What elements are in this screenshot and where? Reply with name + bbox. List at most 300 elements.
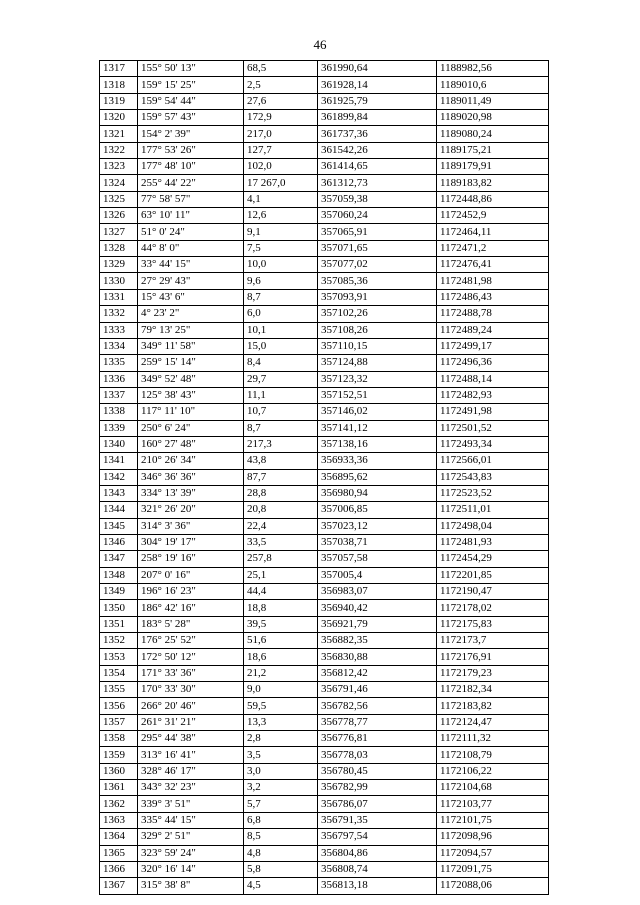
y-coordinate-cell: 1172091,75 <box>437 861 549 877</box>
table-row <box>100 633 549 649</box>
y-coordinate-cell: 1172175,83 <box>437 616 549 632</box>
table-row <box>100 845 549 861</box>
direction-angle-cell: 177° 48' 10" <box>138 159 244 175</box>
direction-angle-cell: 117° 11' 10" <box>138 404 244 420</box>
direction-angle-cell: 349° 52' 48" <box>138 371 244 387</box>
point-number-cell: 1318 <box>100 77 138 93</box>
table-row <box>100 436 549 452</box>
x-coordinate-cell: 357124,88 <box>318 355 437 371</box>
point-number-cell: 1324 <box>100 175 138 191</box>
x-coordinate-cell: 361899,84 <box>318 110 437 126</box>
length-cell: 4,1 <box>244 191 318 207</box>
x-coordinate-cell: 361737,36 <box>318 126 437 142</box>
point-number-cell: 1341 <box>100 453 138 469</box>
length-cell: 8,7 <box>244 420 318 436</box>
length-cell: 217,3 <box>244 436 318 452</box>
point-number-cell: 1344 <box>100 502 138 518</box>
x-coordinate-cell: 357005,4 <box>318 567 437 583</box>
length-cell: 3,2 <box>244 780 318 796</box>
point-number-cell: 1331 <box>100 289 138 305</box>
table-row <box>100 322 549 338</box>
length-cell: 9,1 <box>244 224 318 240</box>
table-row <box>100 306 549 322</box>
point-number-cell: 1340 <box>100 436 138 452</box>
point-number-cell: 1362 <box>100 796 138 812</box>
length-cell: 12,6 <box>244 208 318 224</box>
direction-angle-cell: 125° 38' 43" <box>138 387 244 403</box>
point-number-cell: 1338 <box>100 404 138 420</box>
table-row <box>100 796 549 812</box>
point-number-cell: 1364 <box>100 829 138 845</box>
point-number-cell: 1359 <box>100 747 138 763</box>
table-row <box>100 567 549 583</box>
table-row <box>100 77 549 93</box>
direction-angle-cell: 250° 6' 24" <box>138 420 244 436</box>
point-number-cell: 1353 <box>100 649 138 665</box>
length-cell: 257,8 <box>244 551 318 567</box>
direction-angle-cell: 15° 43' 6" <box>138 289 244 305</box>
direction-angle-cell: 4° 23' 2" <box>138 306 244 322</box>
table-row <box>100 208 549 224</box>
x-coordinate-cell: 357152,51 <box>318 387 437 403</box>
y-coordinate-cell: 1172489,24 <box>437 322 549 338</box>
direction-angle-cell: 63° 10' 11" <box>138 208 244 224</box>
length-cell: 18,8 <box>244 600 318 616</box>
y-coordinate-cell: 1172493,34 <box>437 436 549 452</box>
y-coordinate-cell: 1189020,98 <box>437 110 549 126</box>
y-coordinate-cell: 1172173,7 <box>437 633 549 649</box>
x-coordinate-cell: 356782,56 <box>318 698 437 714</box>
y-coordinate-cell: 1172176,91 <box>437 649 549 665</box>
x-coordinate-cell: 357059,38 <box>318 191 437 207</box>
x-coordinate-cell: 356813,18 <box>318 878 437 894</box>
x-coordinate-cell: 357102,26 <box>318 306 437 322</box>
table-row <box>100 682 549 698</box>
table-row <box>100 649 549 665</box>
table-row <box>100 731 549 747</box>
y-coordinate-cell: 1172183,82 <box>437 698 549 714</box>
x-coordinate-cell: 357141,12 <box>318 420 437 436</box>
table-row <box>100 518 549 534</box>
direction-angle-cell: 170° 33' 30" <box>138 682 244 698</box>
point-number-cell: 1326 <box>100 208 138 224</box>
table-row <box>100 175 549 191</box>
direction-angle-cell: 33° 44' 15" <box>138 257 244 273</box>
table-row <box>100 110 549 126</box>
point-number-cell: 1334 <box>100 338 138 354</box>
direction-angle-cell: 295° 44' 38" <box>138 731 244 747</box>
x-coordinate-cell: 361312,73 <box>318 175 437 191</box>
direction-angle-cell: 154° 2' 39" <box>138 126 244 142</box>
point-number-cell: 1327 <box>100 224 138 240</box>
table-row <box>100 159 549 175</box>
y-coordinate-cell: 1172094,57 <box>437 845 549 861</box>
y-coordinate-cell: 1172496,36 <box>437 355 549 371</box>
point-number-cell: 1366 <box>100 861 138 877</box>
length-cell: 28,8 <box>244 485 318 501</box>
direction-angle-cell: 255° 44' 22" <box>138 175 244 191</box>
length-cell: 9,6 <box>244 273 318 289</box>
point-number-cell: 1352 <box>100 633 138 649</box>
length-cell: 4,8 <box>244 845 318 861</box>
x-coordinate-cell: 361542,26 <box>318 142 437 158</box>
direction-angle-cell: 313° 16' 41" <box>138 747 244 763</box>
y-coordinate-cell: 1189175,21 <box>437 142 549 158</box>
point-number-cell: 1325 <box>100 191 138 207</box>
length-cell: 21,2 <box>244 665 318 681</box>
direction-angle-cell: 159° 57' 43" <box>138 110 244 126</box>
table-row <box>100 665 549 681</box>
length-cell: 10,0 <box>244 257 318 273</box>
y-coordinate-cell: 1172491,98 <box>437 404 549 420</box>
table-row <box>100 485 549 501</box>
x-coordinate-cell: 357110,15 <box>318 338 437 354</box>
y-coordinate-cell: 1189179,91 <box>437 159 549 175</box>
direction-angle-cell: 315° 38' 8" <box>138 878 244 894</box>
table-row <box>100 453 549 469</box>
x-coordinate-cell: 356804,86 <box>318 845 437 861</box>
table-row <box>100 534 549 550</box>
direction-angle-cell: 172° 50' 12" <box>138 649 244 665</box>
point-number-cell: 1361 <box>100 780 138 796</box>
direction-angle-cell: 77° 58' 57" <box>138 191 244 207</box>
x-coordinate-cell: 356882,35 <box>318 633 437 649</box>
y-coordinate-cell: 1172104,68 <box>437 780 549 796</box>
direction-angle-cell: 177° 53' 26" <box>138 142 244 158</box>
length-cell: 51,6 <box>244 633 318 649</box>
table-row <box>100 469 549 485</box>
point-number-cell: 1365 <box>100 845 138 861</box>
length-cell: 22,4 <box>244 518 318 534</box>
table-row <box>100 387 549 403</box>
table-row <box>100 551 549 567</box>
page-number: 46 <box>313 37 327 52</box>
length-cell: 44,4 <box>244 584 318 600</box>
y-coordinate-cell: 1172101,75 <box>437 812 549 828</box>
point-number-cell: 1333 <box>100 322 138 338</box>
length-cell: 2,5 <box>244 77 318 93</box>
x-coordinate-cell: 357065,91 <box>318 224 437 240</box>
table-row <box>100 616 549 632</box>
x-coordinate-cell: 356797,54 <box>318 829 437 845</box>
x-coordinate-cell: 356780,45 <box>318 763 437 779</box>
x-coordinate-cell: 357023,12 <box>318 518 437 534</box>
direction-angle-cell: 160° 27' 48" <box>138 436 244 452</box>
y-coordinate-cell: 1172108,79 <box>437 747 549 763</box>
direction-angle-cell: 79° 13' 25" <box>138 322 244 338</box>
y-coordinate-cell: 1189010,6 <box>437 77 549 93</box>
point-number-cell: 1355 <box>100 682 138 698</box>
direction-angle-cell: 259° 15' 14" <box>138 355 244 371</box>
length-cell: 3,0 <box>244 763 318 779</box>
y-coordinate-cell: 1172098,96 <box>437 829 549 845</box>
x-coordinate-cell: 356778,77 <box>318 714 437 730</box>
x-coordinate-cell: 357077,02 <box>318 257 437 273</box>
point-number-cell: 1357 <box>100 714 138 730</box>
table-row <box>100 338 549 354</box>
point-number-cell: 1346 <box>100 534 138 550</box>
y-coordinate-cell: 1172481,98 <box>437 273 549 289</box>
y-coordinate-cell: 1172481,93 <box>437 534 549 550</box>
y-coordinate-cell: 1172486,43 <box>437 289 549 305</box>
length-cell: 33,5 <box>244 534 318 550</box>
point-number-cell: 1349 <box>100 584 138 600</box>
direction-angle-cell: 159° 54' 44" <box>138 93 244 109</box>
y-coordinate-cell: 1172482,93 <box>437 387 549 403</box>
point-number-cell: 1351 <box>100 616 138 632</box>
x-coordinate-cell: 356791,46 <box>318 682 437 698</box>
direction-angle-cell: 328° 46' 17" <box>138 763 244 779</box>
point-number-cell: 1356 <box>100 698 138 714</box>
length-cell: 29,7 <box>244 371 318 387</box>
y-coordinate-cell: 1172179,23 <box>437 665 549 681</box>
x-coordinate-cell: 357093,91 <box>318 289 437 305</box>
y-coordinate-cell: 1172499,17 <box>437 338 549 354</box>
table-row <box>100 126 549 142</box>
x-coordinate-cell: 361925,79 <box>318 93 437 109</box>
x-coordinate-cell: 356940,42 <box>318 600 437 616</box>
x-coordinate-cell: 357146,02 <box>318 404 437 420</box>
direction-angle-cell: 51° 0' 24" <box>138 224 244 240</box>
length-cell: 9,0 <box>244 682 318 698</box>
x-coordinate-cell: 356812,42 <box>318 665 437 681</box>
point-number-cell: 1320 <box>100 110 138 126</box>
x-coordinate-cell: 356921,79 <box>318 616 437 632</box>
x-coordinate-cell: 356830,88 <box>318 649 437 665</box>
table-row <box>100 371 549 387</box>
point-number-cell: 1330 <box>100 273 138 289</box>
point-number-cell: 1329 <box>100 257 138 273</box>
table-row <box>100 224 549 240</box>
table-row <box>100 600 549 616</box>
direction-angle-cell: 186° 42' 16" <box>138 600 244 616</box>
table-row <box>100 812 549 828</box>
length-cell: 5,7 <box>244 796 318 812</box>
x-coordinate-cell: 357085,36 <box>318 273 437 289</box>
length-cell: 172,9 <box>244 110 318 126</box>
y-coordinate-cell: 1172498,04 <box>437 518 549 534</box>
direction-angle-cell: 304° 19' 17" <box>138 534 244 550</box>
coordinates-table <box>99 60 549 895</box>
direction-angle-cell: 323° 59' 24" <box>138 845 244 861</box>
length-cell: 13,3 <box>244 714 318 730</box>
length-cell: 3,5 <box>244 747 318 763</box>
point-number-cell: 1345 <box>100 518 138 534</box>
table-row <box>100 420 549 436</box>
direction-angle-cell: 258° 19' 16" <box>138 551 244 567</box>
point-number-cell: 1342 <box>100 469 138 485</box>
y-coordinate-cell: 1172476,41 <box>437 257 549 273</box>
length-cell: 25,1 <box>244 567 318 583</box>
y-coordinate-cell: 1172566,01 <box>437 453 549 469</box>
x-coordinate-cell: 357057,58 <box>318 551 437 567</box>
table-row <box>100 142 549 158</box>
y-coordinate-cell: 1172471,2 <box>437 240 549 256</box>
table-row <box>100 878 549 894</box>
direction-angle-cell: 349° 11' 58" <box>138 338 244 354</box>
x-coordinate-cell: 356895,62 <box>318 469 437 485</box>
direction-angle-cell: 155° 50' 13" <box>138 61 244 77</box>
x-coordinate-cell: 357108,26 <box>318 322 437 338</box>
x-coordinate-cell: 356786,07 <box>318 796 437 812</box>
point-number-cell: 1367 <box>100 878 138 894</box>
direction-angle-cell: 334° 13' 39" <box>138 485 244 501</box>
y-coordinate-cell: 1172103,77 <box>437 796 549 812</box>
point-number-cell: 1350 <box>100 600 138 616</box>
x-coordinate-cell: 356791,35 <box>318 812 437 828</box>
x-coordinate-cell: 357038,71 <box>318 534 437 550</box>
length-cell: 7,5 <box>244 240 318 256</box>
length-cell: 68,5 <box>244 61 318 77</box>
length-cell: 2,8 <box>244 731 318 747</box>
y-coordinate-cell: 1172448,86 <box>437 191 549 207</box>
point-number-cell: 1323 <box>100 159 138 175</box>
direction-angle-cell: 335° 44' 15" <box>138 812 244 828</box>
direction-angle-cell: 159° 15' 25" <box>138 77 244 93</box>
x-coordinate-cell: 356782,99 <box>318 780 437 796</box>
length-cell: 20,8 <box>244 502 318 518</box>
length-cell: 5,8 <box>244 861 318 877</box>
y-coordinate-cell: 1172488,78 <box>437 306 549 322</box>
y-coordinate-cell: 1172523,52 <box>437 485 549 501</box>
length-cell: 10,1 <box>244 322 318 338</box>
point-number-cell: 1328 <box>100 240 138 256</box>
table-row <box>100 93 549 109</box>
direction-angle-cell: 27° 29' 43" <box>138 273 244 289</box>
y-coordinate-cell: 1172543,83 <box>437 469 549 485</box>
y-coordinate-cell: 1172452,9 <box>437 208 549 224</box>
length-cell: 217,0 <box>244 126 318 142</box>
direction-angle-cell: 261° 31' 21" <box>138 714 244 730</box>
point-number-cell: 1321 <box>100 126 138 142</box>
table-row <box>100 240 549 256</box>
x-coordinate-cell: 357071,65 <box>318 240 437 256</box>
y-coordinate-cell: 1172464,11 <box>437 224 549 240</box>
table-row <box>100 355 549 371</box>
length-cell: 8,7 <box>244 289 318 305</box>
table-row <box>100 829 549 845</box>
table-row <box>100 763 549 779</box>
direction-angle-cell: 320° 16' 14" <box>138 861 244 877</box>
y-coordinate-cell: 1172488,14 <box>437 371 549 387</box>
length-cell: 102,0 <box>244 159 318 175</box>
table-row <box>100 61 549 77</box>
x-coordinate-cell: 356983,07 <box>318 584 437 600</box>
coordinates-table-body <box>100 61 549 895</box>
x-coordinate-cell: 356808,74 <box>318 861 437 877</box>
y-coordinate-cell: 1172501,52 <box>437 420 549 436</box>
table-row <box>100 273 549 289</box>
x-coordinate-cell: 356778,03 <box>318 747 437 763</box>
length-cell: 18,6 <box>244 649 318 665</box>
x-coordinate-cell: 357138,16 <box>318 436 437 452</box>
point-number-cell: 1322 <box>100 142 138 158</box>
direction-angle-cell: 171° 33' 36" <box>138 665 244 681</box>
length-cell: 15,0 <box>244 338 318 354</box>
direction-angle-cell: 196° 16' 23" <box>138 584 244 600</box>
length-cell: 87,7 <box>244 469 318 485</box>
point-number-cell: 1336 <box>100 371 138 387</box>
direction-angle-cell: 314° 3' 36" <box>138 518 244 534</box>
table-row <box>100 289 549 305</box>
length-cell: 43,8 <box>244 453 318 469</box>
length-cell: 11,1 <box>244 387 318 403</box>
direction-angle-cell: 207° 0' 16" <box>138 567 244 583</box>
y-coordinate-cell: 1189011,49 <box>437 93 549 109</box>
x-coordinate-cell: 357123,32 <box>318 371 437 387</box>
direction-angle-cell: 266° 20' 46" <box>138 698 244 714</box>
y-coordinate-cell: 1172088,06 <box>437 878 549 894</box>
point-number-cell: 1358 <box>100 731 138 747</box>
point-number-cell: 1317 <box>100 61 138 77</box>
length-cell: 10,7 <box>244 404 318 420</box>
y-coordinate-cell: 1172111,32 <box>437 731 549 747</box>
x-coordinate-cell: 357006,85 <box>318 502 437 518</box>
length-cell: 17 267,0 <box>244 175 318 191</box>
point-number-cell: 1347 <box>100 551 138 567</box>
point-number-cell: 1348 <box>100 567 138 583</box>
x-coordinate-cell: 361990,64 <box>318 61 437 77</box>
x-coordinate-cell: 356776,81 <box>318 731 437 747</box>
table-row <box>100 780 549 796</box>
table-row <box>100 714 549 730</box>
x-coordinate-cell: 356933,36 <box>318 453 437 469</box>
length-cell: 6,8 <box>244 812 318 828</box>
x-coordinate-cell: 361928,14 <box>318 77 437 93</box>
length-cell: 8,5 <box>244 829 318 845</box>
length-cell: 39,5 <box>244 616 318 632</box>
table-row <box>100 191 549 207</box>
y-coordinate-cell: 1172106,22 <box>437 763 549 779</box>
y-coordinate-cell: 1189183,82 <box>437 175 549 191</box>
length-cell: 6,0 <box>244 306 318 322</box>
length-cell: 59,5 <box>244 698 318 714</box>
length-cell: 127,7 <box>244 142 318 158</box>
x-coordinate-cell: 357060,24 <box>318 208 437 224</box>
direction-angle-cell: 183° 5' 28" <box>138 616 244 632</box>
point-number-cell: 1363 <box>100 812 138 828</box>
y-coordinate-cell: 1172201,85 <box>437 567 549 583</box>
y-coordinate-cell: 1188982,56 <box>437 61 549 77</box>
direction-angle-cell: 210° 26' 34" <box>138 453 244 469</box>
point-number-cell: 1337 <box>100 387 138 403</box>
x-coordinate-cell: 361414,65 <box>318 159 437 175</box>
table-row <box>100 747 549 763</box>
y-coordinate-cell: 1189080,24 <box>437 126 549 142</box>
table-row <box>100 502 549 518</box>
point-number-cell: 1332 <box>100 306 138 322</box>
direction-angle-cell: 44° 8' 0" <box>138 240 244 256</box>
table-row <box>100 861 549 877</box>
y-coordinate-cell: 1172511,01 <box>437 502 549 518</box>
direction-angle-cell: 321° 26' 20" <box>138 502 244 518</box>
direction-angle-cell: 339° 3' 51" <box>138 796 244 812</box>
point-number-cell: 1343 <box>100 485 138 501</box>
table-row <box>100 404 549 420</box>
point-number-cell: 1354 <box>100 665 138 681</box>
table-row <box>100 257 549 273</box>
y-coordinate-cell: 1172178,02 <box>437 600 549 616</box>
direction-angle-cell: 329° 2' 51" <box>138 829 244 845</box>
direction-angle-cell: 346° 36' 36" <box>138 469 244 485</box>
direction-angle-cell: 176° 25' 52" <box>138 633 244 649</box>
point-number-cell: 1335 <box>100 355 138 371</box>
direction-angle-cell: 343° 32' 23" <box>138 780 244 796</box>
table-row <box>100 698 549 714</box>
y-coordinate-cell: 1172454,29 <box>437 551 549 567</box>
y-coordinate-cell: 1172190,47 <box>437 584 549 600</box>
y-coordinate-cell: 1172124,47 <box>437 714 549 730</box>
